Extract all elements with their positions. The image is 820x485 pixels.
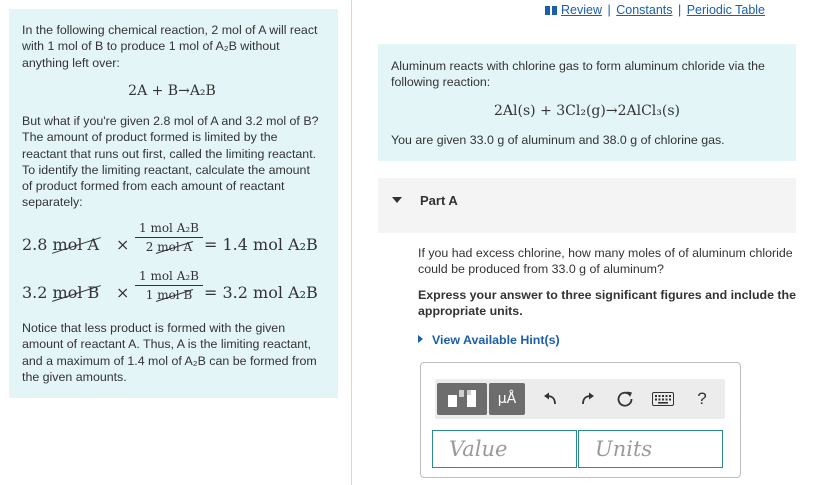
periodic-table-link[interactable]: Periodic Table [686, 3, 766, 17]
problem-given: You are given 33.0 g of aluminum and 38.0 g of chlorine gas. [391, 133, 725, 147]
keyboard-icon [652, 392, 674, 406]
math-toolbar [435, 379, 725, 419]
reset-button[interactable] [612, 383, 638, 415]
units-button[interactable]: μÅ [489, 383, 525, 415]
answer-instruction: Express your answer to three significant figures and include the appropriate units. [418, 288, 797, 319]
intro-reaction: 2A + B→A₂B [128, 83, 216, 99]
problem-statement [378, 44, 796, 161]
part-a-header[interactable] [378, 178, 796, 233]
view-hints-link[interactable]: View Available Hint(s) [418, 333, 560, 347]
undo-button[interactable] [538, 383, 564, 415]
help-button[interactable]: ? [697, 389, 707, 408]
book-icon [545, 6, 557, 15]
calculation-a: 2.8 mol A × 1 mol A₂B 2 mol A = 1.4 mol A₂B [22, 221, 318, 254]
undo-icon [543, 391, 559, 407]
intro-paragraph-1: In the following chemical reaction, 2 mol of A will react with 1 mol of B to produce 1 mol of A₂B without anything left over: [22, 23, 318, 70]
calculation-b: 3.2 mol B × 1 mol A₂B 1 mol B = 3.2 mol A₂B [22, 269, 318, 302]
units-input[interactable] [578, 430, 723, 468]
review-link[interactable]: Review [561, 3, 602, 17]
templates-button[interactable] [437, 383, 487, 415]
value-input[interactable] [432, 430, 577, 468]
resource-links: Review | Constants | Periodic Table [545, 3, 765, 17]
constants-link[interactable]: Constants [616, 3, 673, 17]
intro-paragraph-2: But what if you're given 2.8 mol of A and 3.2 mol of B? The amount of product formed is limited by the reactant that runs out first, called the limiting reactant. To identify the limiting reactant, calculate the amount of product formed from each amount of reactant separately: [22, 114, 319, 210]
intro-paragraph-3: Notice that less product is formed with the given amount of reactant A. Thus, A is the limiting reactant, and a maximum of 1.4 mol of A₂B can be formed from the given amounts. [22, 321, 317, 384]
expand-arrow-icon [418, 335, 423, 343]
answer-box [420, 362, 741, 478]
keyboard-button[interactable] [648, 383, 678, 415]
collapse-toggle-icon[interactable] [392, 197, 402, 203]
part-title: Part A [420, 193, 458, 208]
intro-panel [9, 9, 338, 398]
question-text: If you had excess chlorine, how many moles of of aluminum chloride could be produced from 33.0 g of aluminum? [418, 246, 793, 277]
problem-reaction: 2Al(s) + 3Cl₂(g)→2AlCl₃(s) [494, 103, 680, 119]
panel-divider [351, 0, 352, 485]
templates-icon [445, 387, 479, 411]
problem-intro: Aluminum reacts with chlorine gas to form aluminum chloride via the following reaction: [391, 59, 765, 90]
redo-icon [579, 391, 595, 407]
reset-icon [616, 390, 634, 408]
redo-button[interactable] [574, 383, 600, 415]
